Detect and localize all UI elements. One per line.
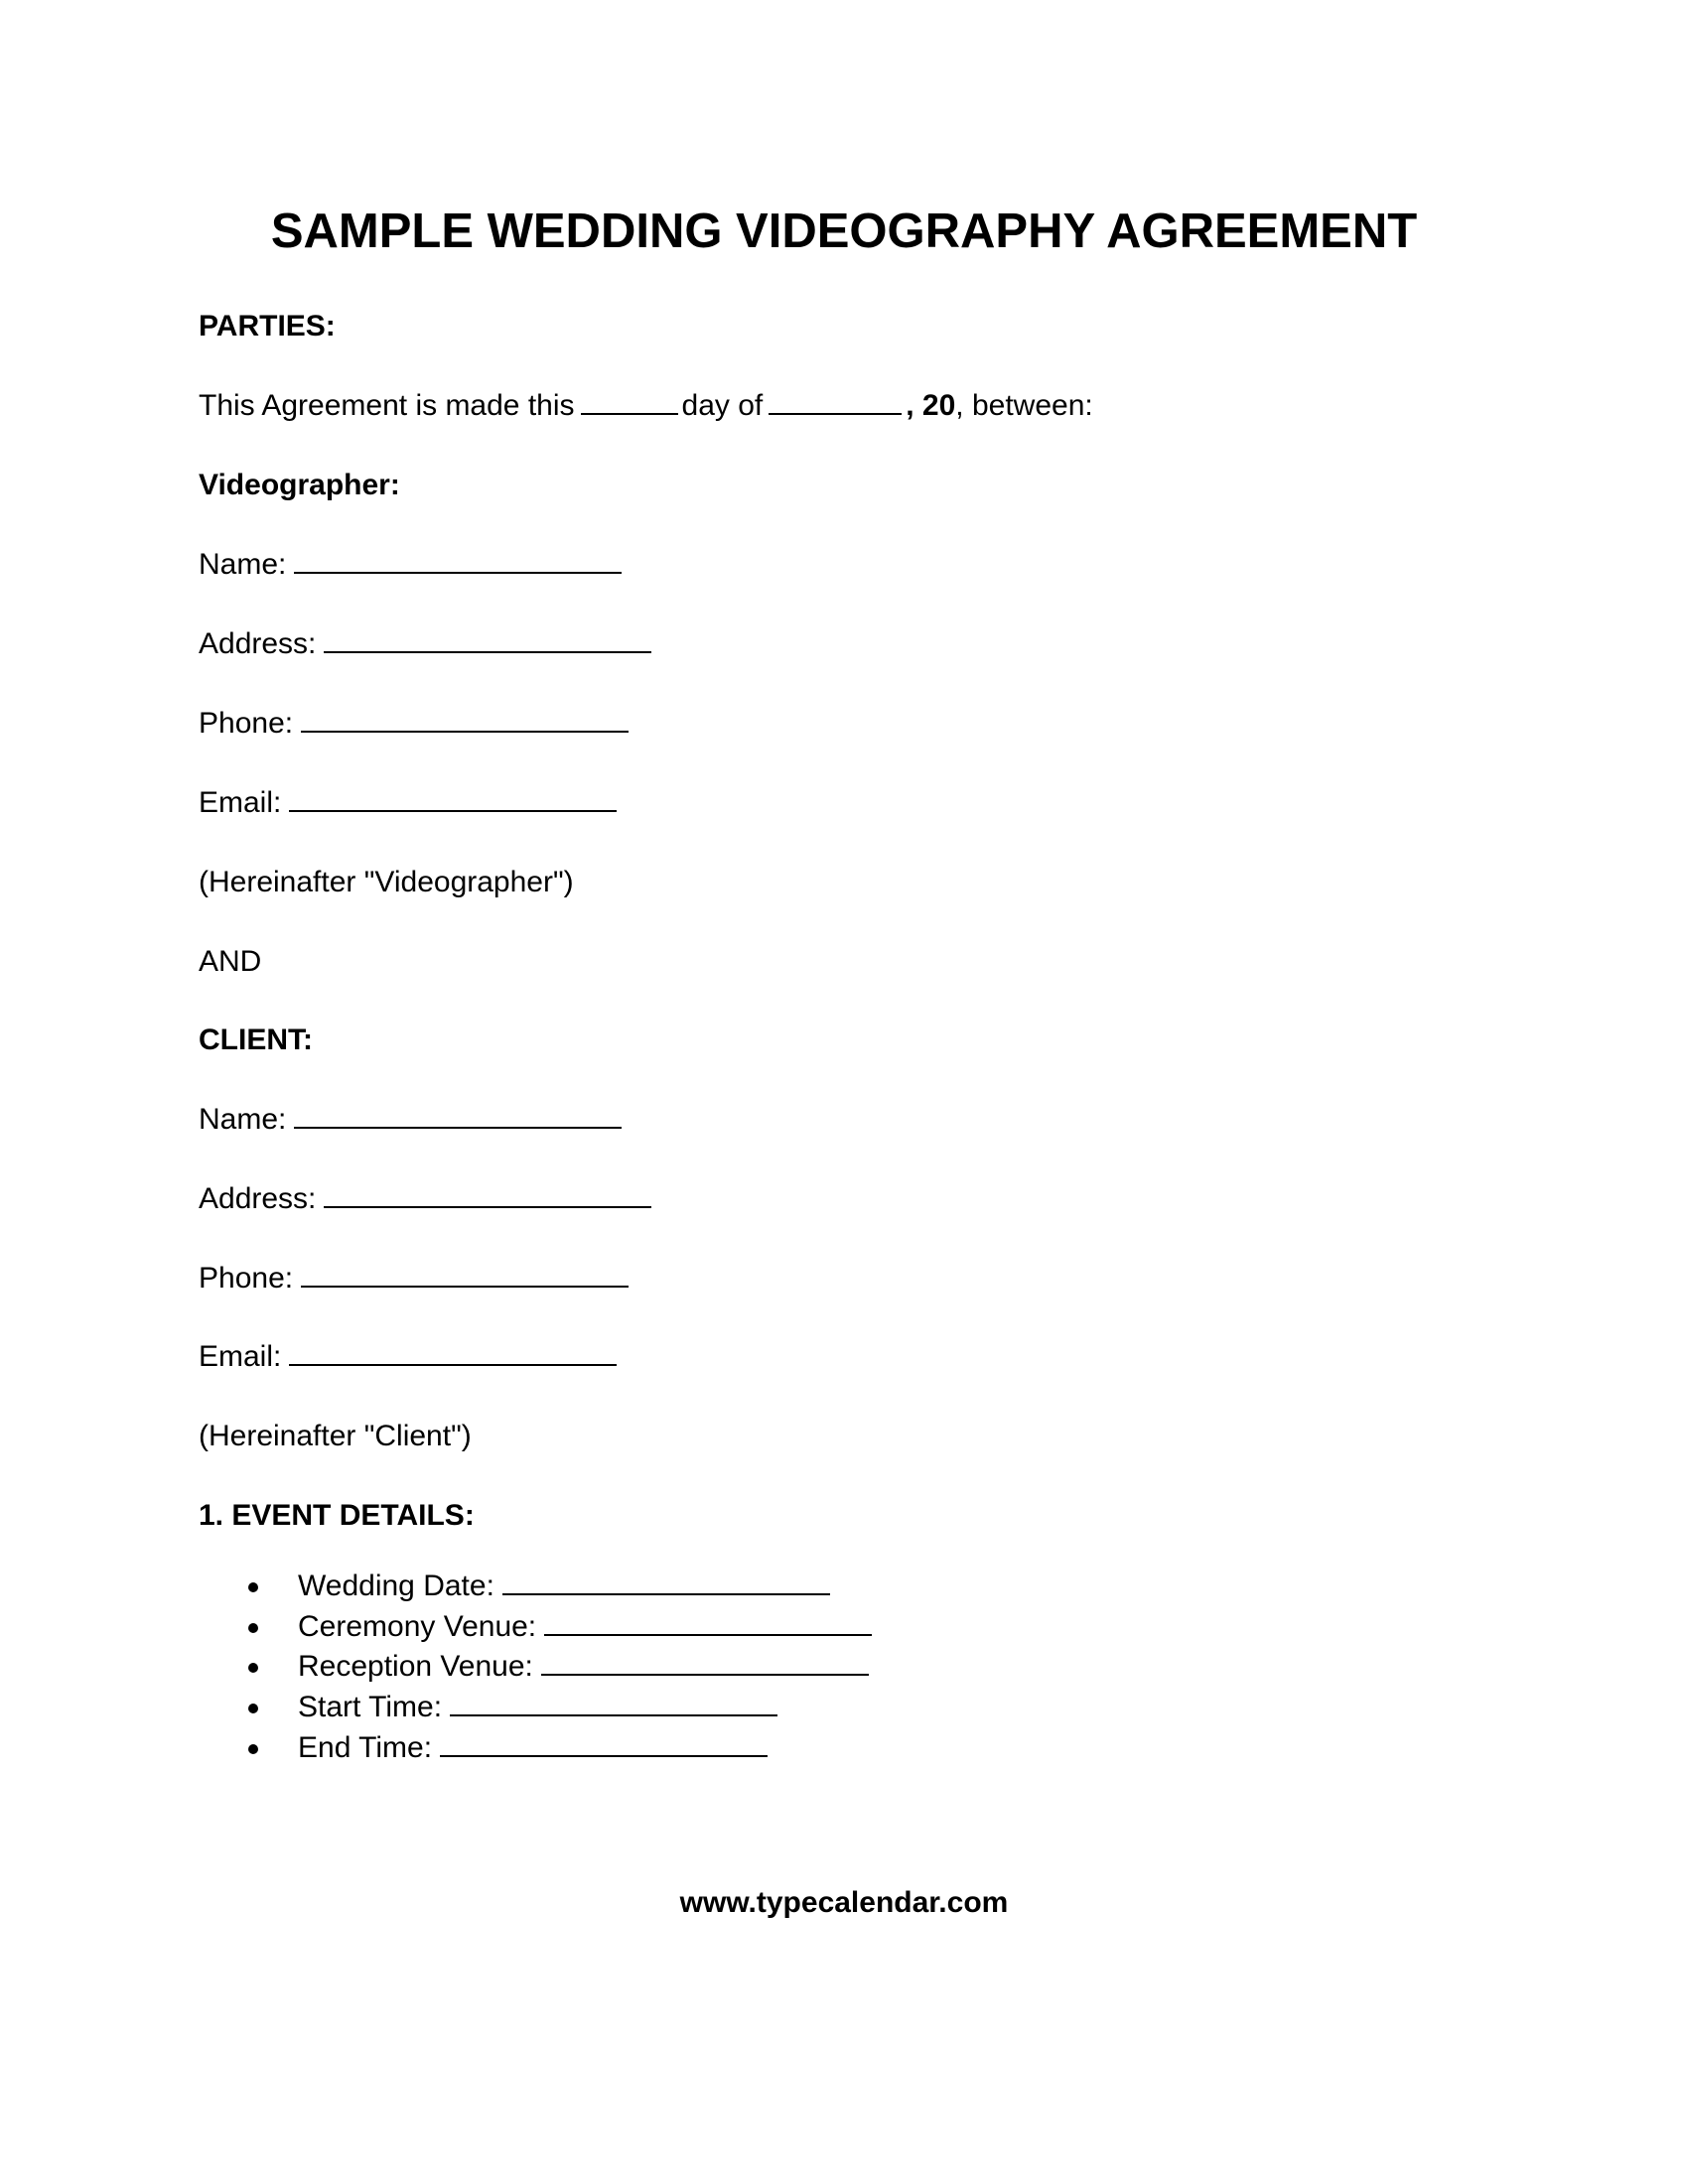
client-email-blank[interactable] (289, 1340, 617, 1366)
field-label: Phone: (199, 707, 294, 740)
videographer-email-blank[interactable] (289, 786, 617, 812)
client-phone-field (199, 1262, 629, 1296)
start-time-blank[interactable] (450, 1691, 777, 1716)
client-heading: CLIENT: (199, 1024, 313, 1056)
day-blank[interactable] (581, 389, 678, 415)
event-detail-end-time (199, 1728, 872, 1769)
bullet-icon (248, 1663, 258, 1673)
end-time-blank[interactable] (440, 1731, 768, 1757)
event-detail-wedding-date (199, 1567, 872, 1607)
bullet-icon (248, 1623, 258, 1633)
reception-venue-blank[interactable] (541, 1650, 869, 1676)
document-title: SAMPLE WEDDING VIDEOGRAPHY AGREEMENT (270, 205, 1418, 258)
intro-text-3: , between: (955, 389, 1093, 422)
field-label: Address: (199, 1182, 317, 1215)
parties-heading: PARTIES: (199, 310, 336, 342)
videographer-phone-field (199, 707, 629, 741)
field-label: Ceremony Venue: (298, 1609, 537, 1643)
videographer-address-blank[interactable] (324, 627, 651, 653)
and-label: AND (199, 945, 262, 978)
field-label: Name: (199, 548, 287, 581)
client-name-field (199, 1103, 622, 1137)
field-label: End Time: (298, 1730, 433, 1764)
field-label: Email: (199, 1340, 282, 1373)
ceremony-venue-blank[interactable] (544, 1610, 872, 1636)
footer-website: www.typecalendar.com (679, 1886, 1009, 1919)
field-label: Phone: (199, 1262, 294, 1295)
bullet-icon (248, 1582, 258, 1592)
client-email-field (199, 1340, 617, 1374)
client-address-blank[interactable] (324, 1182, 651, 1208)
intro-text-1: This Agreement is made this (199, 389, 575, 422)
year-prefix: , 20 (906, 389, 956, 422)
videographer-name-blank[interactable] (294, 548, 622, 574)
videographer-address-field (199, 627, 651, 661)
event-details-list (199, 1567, 872, 1768)
videographer-name-field (199, 548, 622, 582)
client-phone-blank[interactable] (301, 1262, 629, 1288)
bullet-icon (248, 1704, 258, 1713)
event-detail-reception-venue (199, 1647, 872, 1688)
client-hereinafter: (Hereinafter "Client") (199, 1420, 472, 1452)
field-label: Wedding Date: (298, 1570, 494, 1602)
event-detail-ceremony-venue (199, 1607, 872, 1648)
videographer-email-field (199, 786, 617, 820)
field-label: Start Time: (298, 1691, 443, 1724)
field-label: Email: (199, 786, 282, 819)
event-detail-start-time (199, 1688, 872, 1728)
videographer-heading: Videographer: (199, 469, 400, 501)
field-label: Name: (199, 1103, 287, 1136)
field-label: Reception Venue: (298, 1650, 533, 1684)
client-name-blank[interactable] (294, 1103, 622, 1129)
month-blank[interactable] (769, 389, 902, 415)
videographer-phone-blank[interactable] (301, 707, 629, 733)
intro-text-2: day of (681, 389, 764, 422)
field-label: Address: (199, 627, 317, 660)
bullet-icon (248, 1744, 258, 1754)
event-details-heading: 1. EVENT DETAILS: (199, 1499, 475, 1532)
client-address-field (199, 1182, 651, 1216)
videographer-hereinafter: (Hereinafter "Videographer") (199, 866, 574, 898)
wedding-date-blank[interactable] (502, 1570, 830, 1595)
agreement-intro-line (199, 389, 1093, 423)
